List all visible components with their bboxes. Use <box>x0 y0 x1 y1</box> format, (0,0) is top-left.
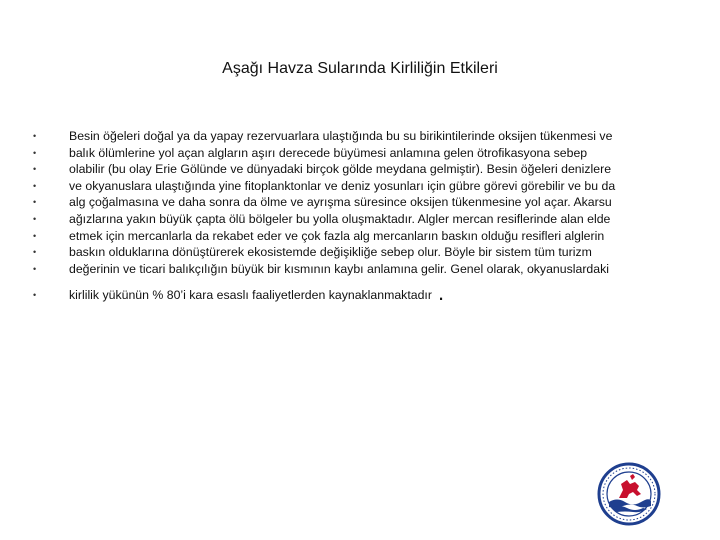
bullet-item <box>30 244 675 261</box>
bullet-item <box>30 161 675 178</box>
bullet-item <box>30 261 675 278</box>
bullet-item <box>30 280 675 306</box>
bullet-marker: • <box>33 197 37 208</box>
bullet-item <box>30 211 675 228</box>
bullet-text: alg çoğalmasına ve daha sonra da ölme ve ayrışma süresince oksijen tükenmesine yol açar. Akarsu <box>69 195 612 210</box>
bullet-period: . <box>437 280 445 306</box>
bullet-text: Besin öğeleri doğal ya da yapay rezervuarlara ulaştığında bu su birikintilerinde oksijen tükenmesi ve <box>69 129 613 143</box>
bullet-text: ağızlarına yakın büyük çapta ölü bölgeler bu yolla oluşmaktadır. Algler mercan resiflerinde alan elde <box>69 211 611 226</box>
bullet-marker: • <box>33 180 37 191</box>
bullet-marker: • <box>33 290 37 301</box>
bullet-marker: • <box>33 230 37 241</box>
bullet-marker: • <box>33 263 37 274</box>
bullet-text: balık ölümlerine yol açan algların aşırı derecede büyümesi anlamına gelen ötrofikasyona sebep <box>69 145 588 160</box>
bullet-item <box>30 228 675 245</box>
slide-title: Aşağı Havza Sularında Kirliliğin Etkileri <box>222 60 498 77</box>
bullet-marker: • <box>33 164 37 175</box>
bullet-text: etmek için mercanlarla da rekabet eder ve çok fazla alg mercanların baskın olduğu resifleri alglerin <box>69 228 605 243</box>
bullet-item <box>30 178 675 195</box>
bullet-text: değerinin ve ticari balıkçılığın büyük bir kısmının kaybı anlamına gelir. Genel olarak, okyanuslardaki <box>69 261 609 276</box>
bullet-text: baskın olduklarına dönüştürerek ekosistemde değişikliğe sebep olur. Böyle bir sistem tüm turizm <box>69 245 592 260</box>
bullet-text: kirlilik yükünün % 80’i kara esaslı faaliyetlerden kaynaklanmaktadır <box>69 288 432 303</box>
bullet-list <box>30 128 675 304</box>
bullet-item <box>30 194 675 211</box>
university-emblem-icon <box>597 462 661 526</box>
bullet-marker: • <box>33 147 37 158</box>
bullet-item <box>30 128 675 145</box>
bullet-marker: • <box>33 131 37 141</box>
bullet-marker: • <box>33 213 37 224</box>
bullet-text: ve okyanuslara ulaştığında yine fitoplanktonlar ve deniz yosunları için gübre görevi görebilir ve bu da <box>69 178 616 193</box>
bullet-text: olabilir (bu olay Erie Gölünde ve dünyadaki birçok gölde meydana gelmiştir). Besin öğeleri denizlere <box>69 162 612 177</box>
bullet-item <box>30 145 675 162</box>
bullet-marker: • <box>33 247 37 258</box>
